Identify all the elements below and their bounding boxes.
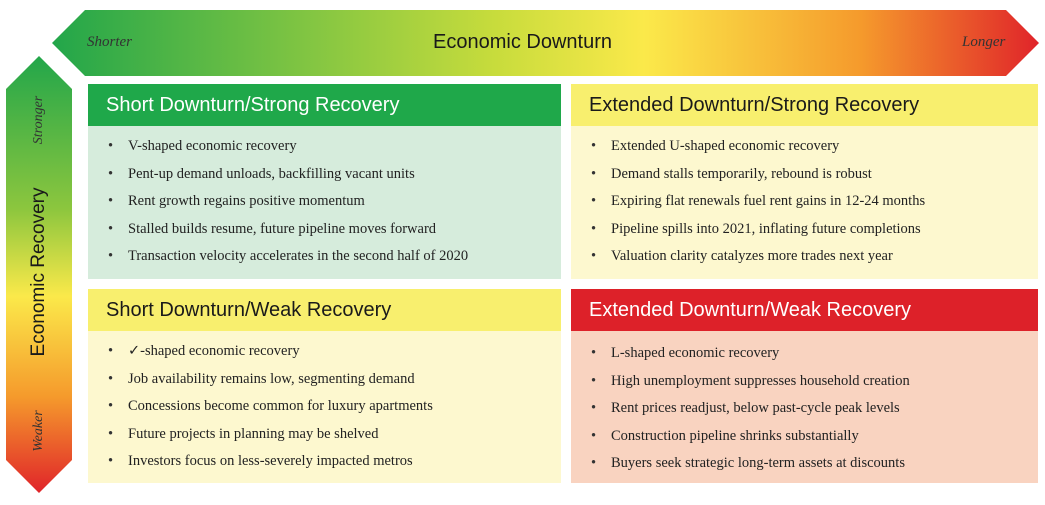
list-item: • Investors focus on less-severely impacted metros [128,448,561,476]
longer-label: Longer [962,34,1006,50]
list-item: • Buyers seek strategic long-term assets at discounts [611,450,1038,478]
quadrant-title: Short Downturn/Strong Recovery [88,84,561,126]
list-item: • Future projects in planning may be shelved [128,421,561,449]
list-item: • L-shaped economic recovery [611,340,1038,368]
economic-recovery-title: Economic Recovery [28,187,49,357]
list-item: • Pent-up demand unloads, backfilling vacant units [128,161,561,189]
quadrant-short-downturn-strong-recovery [88,84,561,279]
weaker-label: Weaker [31,410,46,452]
list-item: • Job availability remains low, segmenting demand [128,366,561,394]
list-item: • Stalled builds resume, future pipeline moves forward [128,216,561,244]
shorter-label: Shorter [87,34,132,50]
quadrant-short-downturn-weak-recovery [88,289,561,483]
quadrant-title: Extended Downturn/Strong Recovery [571,84,1038,126]
list-item: • Rent prices readjust, below past-cycle peak levels [611,395,1038,423]
stronger-label: Stronger [31,95,46,145]
quadrant-body [88,331,561,483]
list-item: • V-shaped economic recovery [128,133,561,161]
list-item: • ✓-shaped economic recovery [128,338,561,366]
list-item: • Expiring flat renewals fuel rent gains in 12-24 months [611,188,1038,216]
quadrant-body [571,331,1038,483]
quadrant-body [88,126,561,279]
quadrant-extended-downturn-weak-recovery [571,289,1038,483]
list-item: • Concessions become common for luxury apartments [128,393,561,421]
list-item: • Transaction velocity accelerates in the second half of 2020 [128,243,561,271]
bullet-list [88,126,561,271]
list-item: • Rent growth regains positive momentum [128,188,561,216]
list-item: • Demand stalls temporarily, rebound is robust [611,161,1038,189]
bullet-list [571,126,1038,271]
bullet-list [88,331,561,476]
list-item: • Extended U-shaped economic recovery [611,133,1038,161]
economic-downturn-title: Economic Downturn [433,31,612,53]
quadrant-extended-downturn-strong-recovery [571,84,1038,279]
list-item: • Valuation clarity catalyzes more trades next year [611,243,1038,271]
quadrant-title: Extended Downturn/Weak Recovery [571,289,1038,331]
bullet-list [571,331,1038,478]
list-item: • Pipeline spills into 2021, inflating future completions [611,216,1038,244]
list-item: • Construction pipeline shrinks substantially [611,423,1038,451]
quadrant-title: Short Downturn/Weak Recovery [88,289,561,331]
quadrant-body [571,126,1038,279]
list-item: • High unemployment suppresses household creation [611,368,1038,396]
